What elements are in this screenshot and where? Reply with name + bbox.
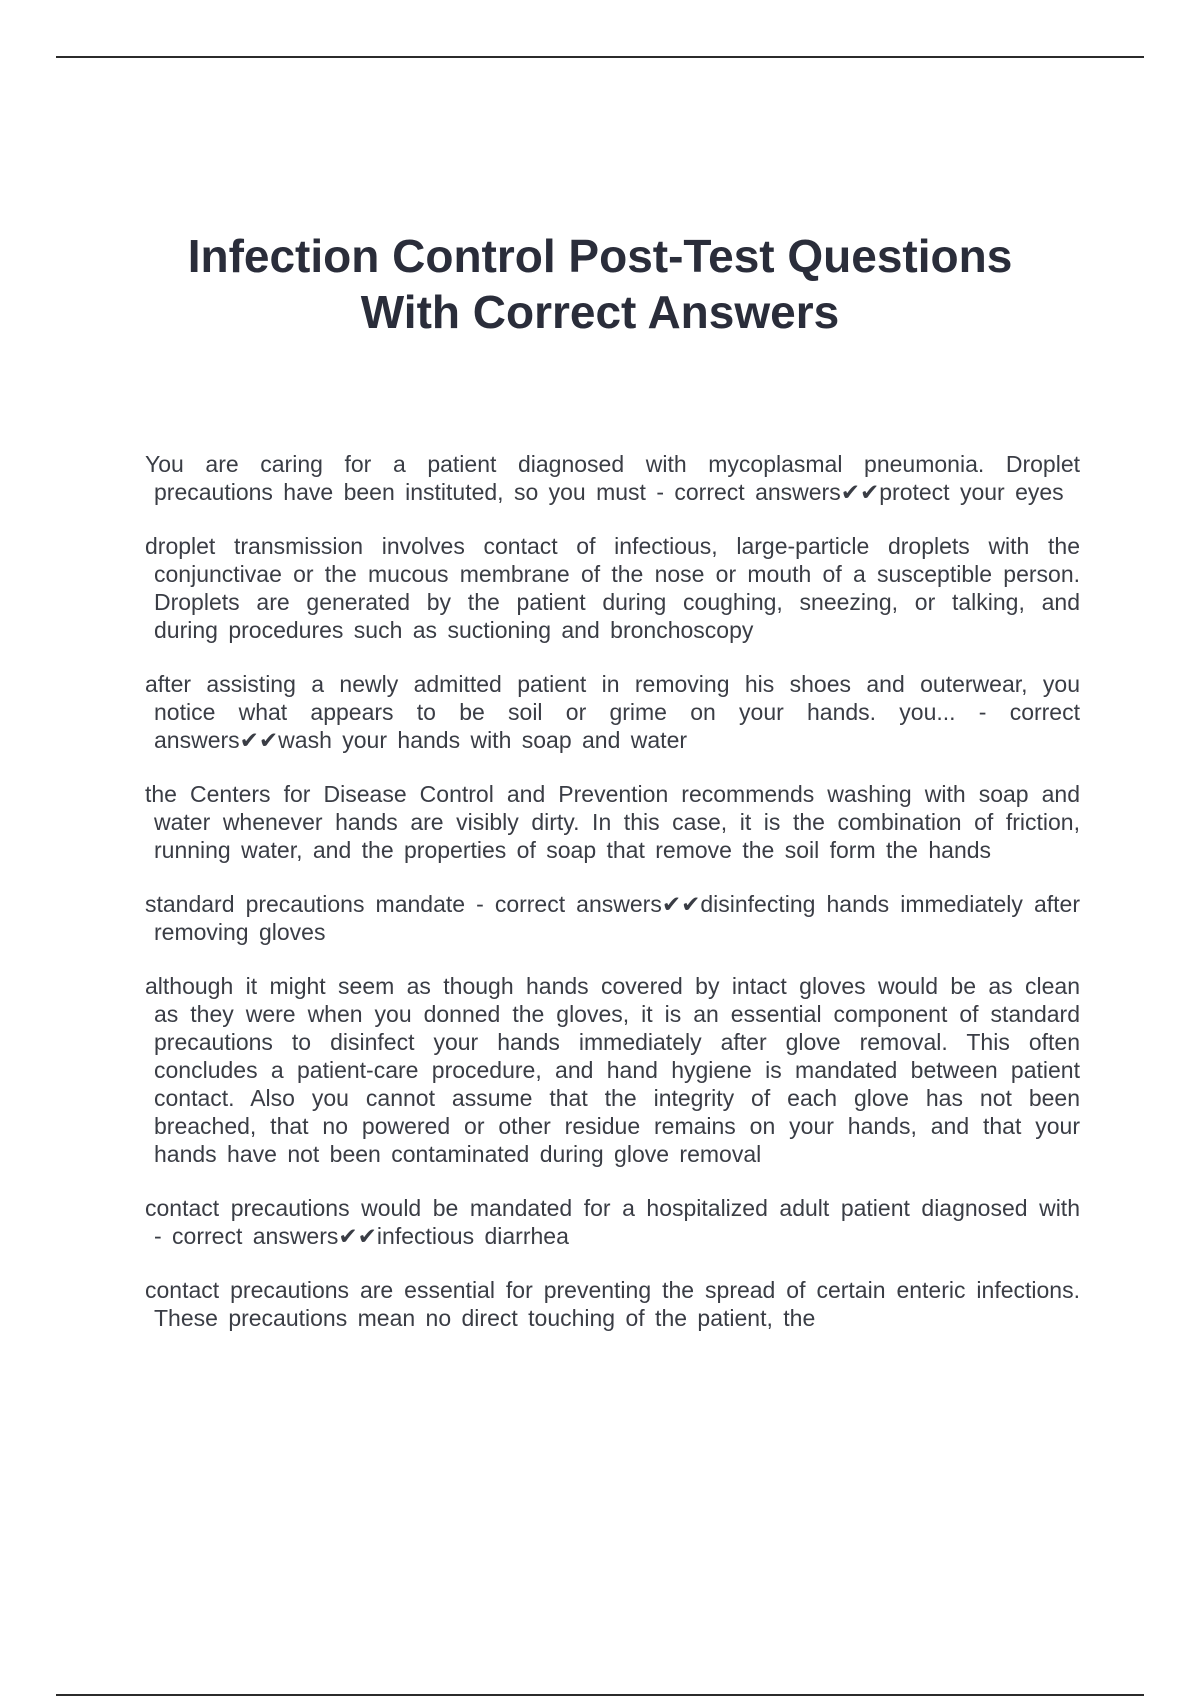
qa-entry-4: the Centers for Disease Control and Prevention recommends washing with soap and water whenever hands are visibly dirty. In this case, it is the combination of friction, running water, and the properties of soap that remove the soil form the hands <box>145 781 1080 863</box>
document-body <box>145 450 1080 1358</box>
title-line-2: With Correct Answers <box>360 286 840 338</box>
qa-entry-2: droplet transmission involves contact of infectious, large-particle droplets with the conjunctivae or the mucous membrane of the nose or mouth of a susceptible person. Droplets are generated by the patient during coughing, sneezing, or talking, and during procedures such as suctioning and bronchoscopy <box>145 533 1080 643</box>
bottom-rule <box>56 1694 1144 1696</box>
qa-entry-7: contact precautions would be mandated for a hospitalized adult patient diagnosed with - correct answers✔✔infectious diarrhea <box>145 1195 1080 1249</box>
title-line-1: Infection Control Post-Test Questions <box>187 230 1013 282</box>
document-title <box>100 228 1100 340</box>
top-rule <box>56 56 1144 58</box>
qa-entry-3: after assisting a newly admitted patient in removing his shoes and outerwear, you notice what appears to be soil or grime on your hands. you... - correct answers✔✔wash your hands with soap and water <box>145 671 1080 753</box>
qa-entry-5: standard precautions mandate - correct answers✔✔disinfecting hands immediately after removing gloves <box>145 891 1080 945</box>
qa-entry-6: although it might seem as though hands covered by intact gloves would be as clean as they were when you donned the gloves, it is an essential component of standard precautions to disinfect your hands immediately after glove removal. This often concludes a patient-care procedure, and hand hygiene is mandated between patient contact. Also you cannot assume that the integrity of each glove has not been breached, that no powered or other residue remains on your hands, and that your hands have not been contaminated during glove removal <box>145 973 1080 1167</box>
qa-entry-1: You are caring for a patient diagnosed with mycoplasmal pneumonia. Droplet precautions have been instituted, so you must - correct answers✔✔protect your eyes <box>145 451 1080 505</box>
qa-entry-8: contact precautions are essential for preventing the spread of certain enteric infections. These precautions mean no direct touching of the patient, the <box>145 1277 1080 1331</box>
